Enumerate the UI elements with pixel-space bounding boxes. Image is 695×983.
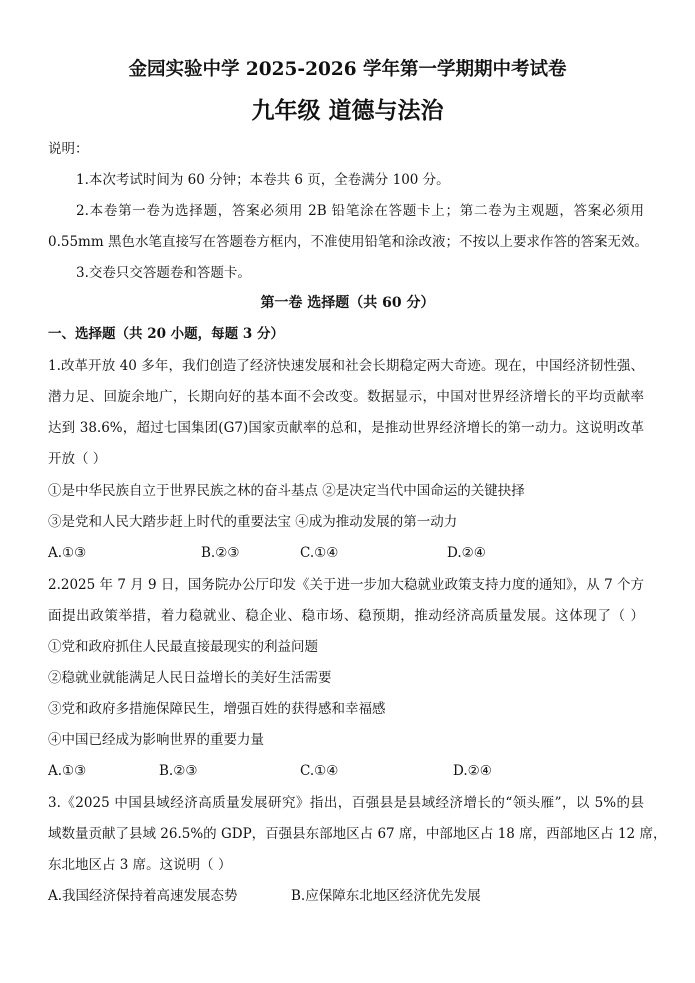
instructions-heading: 说明： <box>48 141 89 157</box>
question-2-option-a: A.①③ <box>48 763 87 779</box>
instruction-item-1: 1.本次考试时间为 60 分钟；本卷共 6 页，全卷满分 100 分。 <box>76 172 450 188</box>
question-1-line-3: 达到 38.6%，超过七国集团(G7)国家贡献率的总和，是推动世界经济增长的第一动力。这说明改革 <box>48 420 644 436</box>
question-2-statement-4: ④中国已经成为影响世界的重要力量 <box>48 732 264 748</box>
question-1-statement-2: ③是党和人民大踏步赶上时代的重要法宝 ④成为推动发展的第一动力 <box>48 514 458 530</box>
question-3-line-3: 东北地区占 3 席。这说明（ ） <box>48 857 232 873</box>
question-3-option-b: B.应保障东北地区经济优先发展 <box>291 888 481 904</box>
question-1-line-1: 1.改革开放 40 多年，我们创造了经济快速发展和社会长期稳定两大奇迹。现在，中国经济韧性强、 <box>48 358 644 374</box>
question-1-statement-1: ①是中华民族自立于世界民族之林的奋斗基点 ②是决定当代中国命运的关键抉择 <box>48 483 525 499</box>
question-1-option-b: B.②③ <box>201 545 240 561</box>
question-2-line-1: 2.2025 年 7 月 9 日，国务院办公厅印发《关于进一步加大稳就业政策支持力度的通知》，从 7 个方 <box>48 577 644 593</box>
question-2-option-d: D.②④ <box>453 763 492 779</box>
question-1-option-d: D.②④ <box>447 545 486 561</box>
section-title: 第一卷 选择题（共 60 分） <box>260 295 435 311</box>
instruction-item-3: 3.交卷只交答题卷和答题卡。 <box>76 265 251 281</box>
question-2-line-2: 面提出政策举措，着力稳就业、稳企业、稳市场、稳预期，推动经济高质量发展。这体现了（ ） <box>48 608 644 624</box>
question-3-line-2: 域数量贡献了县域 26.5%的 GDP，百强县东部地区占 67 席，中部地区占 18 席，西部地区占 12 席， <box>48 826 667 842</box>
instruction-item-2-line-2: 0.55mm 黑色水笔直接写在答题卷方框内，不准使用铅笔和涂改液；不按以上要求作答的答案无效。 <box>48 234 648 250</box>
part-heading: 一、选择题（共 20 小题，每题 3 分） <box>48 326 284 342</box>
question-1-option-a: A.①③ <box>48 545 87 561</box>
question-2-statement-3: ③党和政府多措施保障民生，增强百姓的获得感和幸福感 <box>48 701 386 717</box>
question-1-line-4: 开放（ ） <box>48 451 107 467</box>
question-2-statement-2: ②稳就业就能满足人民日益增长的美好生活需要 <box>48 670 332 686</box>
instruction-item-2-line-1: 2.本卷第一卷为选择题，答案必须用 2B 铅笔涂在答题卡上；第二卷为主观题，答案必须用 <box>76 203 644 219</box>
question-2-option-b: B.②③ <box>159 763 198 779</box>
question-3-option-a: A.我国经济保持着高速发展态势 <box>48 888 238 904</box>
school-exam-title: 金园实验中学 2025-2026 学年第一学期期中考试卷 <box>128 59 567 80</box>
question-3-line-1: 3.《2025 中国县域经济高质量发展研究》指出，百强县是县域经济增长的“领头雁”，以 5%的县 <box>48 795 644 811</box>
question-1-option-c: C.①④ <box>300 545 339 561</box>
question-2-option-c: C.①④ <box>300 763 339 779</box>
question-1-line-2: 潜力足、回旋余地广，长期向好的基本面不会改变。数据显示，中国对世界经济增长的平均贡献率 <box>48 389 644 405</box>
subject-title: 九年级 道德与法治 <box>251 97 444 124</box>
question-2-statement-1: ①党和政府抓住人民最直接最现实的利益问题 <box>48 639 318 655</box>
